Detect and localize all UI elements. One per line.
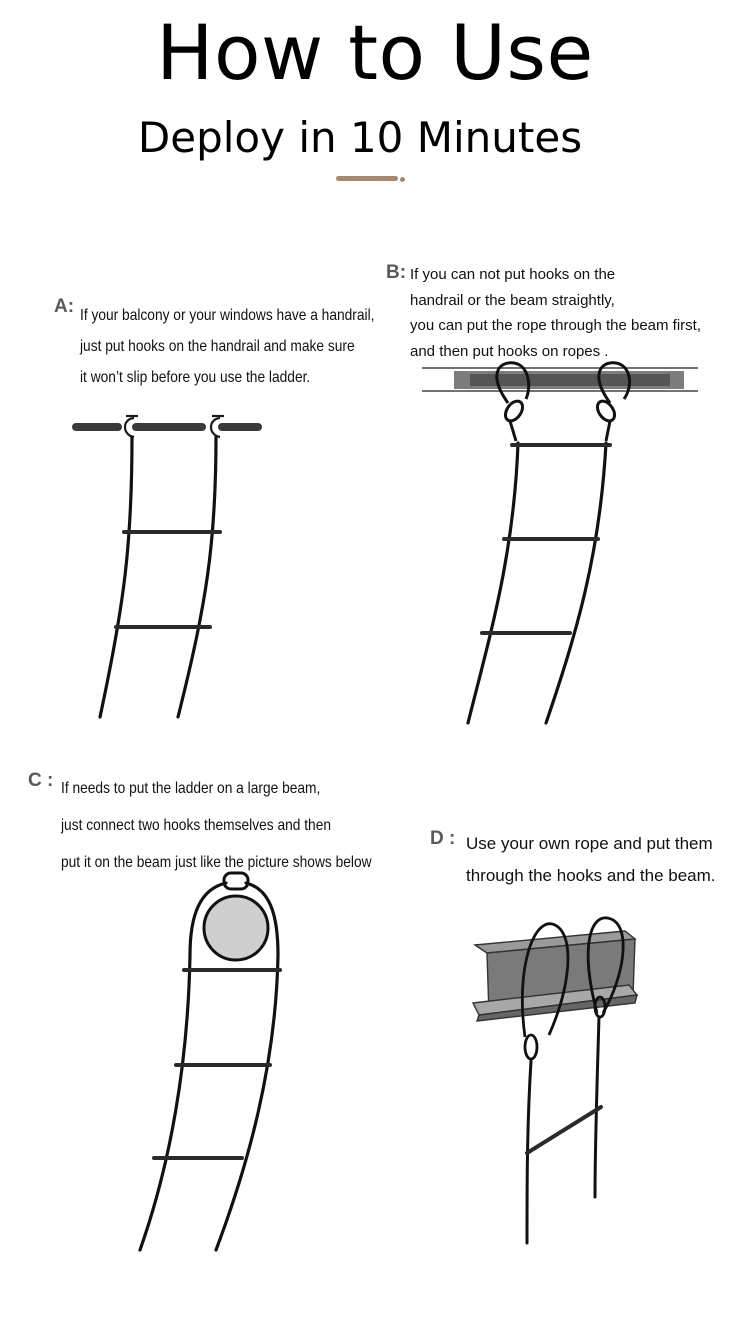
step-b-letter: B: <box>386 262 407 283</box>
step-a-letter: A: <box>54 296 75 317</box>
step-a <box>54 296 414 396</box>
step-a-line: If your balcony or your windows have a handrail, <box>80 307 375 324</box>
ladder-rungs <box>482 445 610 633</box>
ladder-on-i-beam-illustration <box>465 905 650 1250</box>
page-title: How to Use <box>156 8 594 97</box>
beam-cross-section <box>204 896 268 960</box>
step-d-text <box>466 828 716 892</box>
step-b-line: handrail or the beam straightly, <box>410 291 615 309</box>
step-a-line: just put hooks on the handrail and make sure <box>80 338 355 355</box>
step-b-line: you can put the rope through the beam first, <box>410 317 702 334</box>
ladder-on-large-beam-illustration-svg <box>130 865 310 1255</box>
step-a-text <box>80 300 374 393</box>
ladder-on-handrail-illustration-svg <box>60 405 280 725</box>
step-d-letter: D : <box>430 828 456 849</box>
step-b-line: and then put hooks on ropes . <box>410 342 609 360</box>
step-d <box>430 828 750 898</box>
step-b <box>386 262 746 362</box>
ladder-on-beam-rope-illustration <box>410 355 710 730</box>
hook-icon <box>502 398 618 441</box>
beam <box>422 368 698 391</box>
i-beam <box>473 931 637 1021</box>
ladder-rungs <box>527 1107 601 1153</box>
title-divider-dot <box>400 177 405 182</box>
title-divider <box>336 176 398 181</box>
step-c-line: just connect two hooks themselves and then <box>61 817 332 834</box>
step-c-line: If needs to put the ladder on a large beam, <box>61 780 321 797</box>
step-b-text <box>410 262 701 364</box>
step-a-line: it won’t slip before you use the ladder. <box>80 369 311 386</box>
handrail <box>72 423 262 431</box>
ladder-on-i-beam-illustration-svg <box>465 905 650 1250</box>
step-c-line: put it on the beam just like the picture shows below <box>61 854 372 871</box>
ladder-ropes <box>100 437 216 717</box>
step-d-line: through the hooks and the beam. <box>466 866 716 885</box>
ladder-rungs <box>116 532 220 627</box>
page-subtitle: Deploy in 10 Minutes <box>137 113 583 162</box>
ladder-on-large-beam-illustration <box>130 865 310 1255</box>
hook-icon <box>224 873 248 889</box>
step-b-line: If you can not put hooks on the <box>410 266 616 283</box>
ladder-on-beam-rope-illustration-svg <box>410 355 710 730</box>
ladder-ropes <box>468 443 606 723</box>
step-c <box>28 770 408 880</box>
ladder-on-handrail-illustration <box>60 405 280 725</box>
step-d-line: Use your own rope and put them <box>466 834 713 853</box>
step-c-letter: C : <box>28 770 54 791</box>
